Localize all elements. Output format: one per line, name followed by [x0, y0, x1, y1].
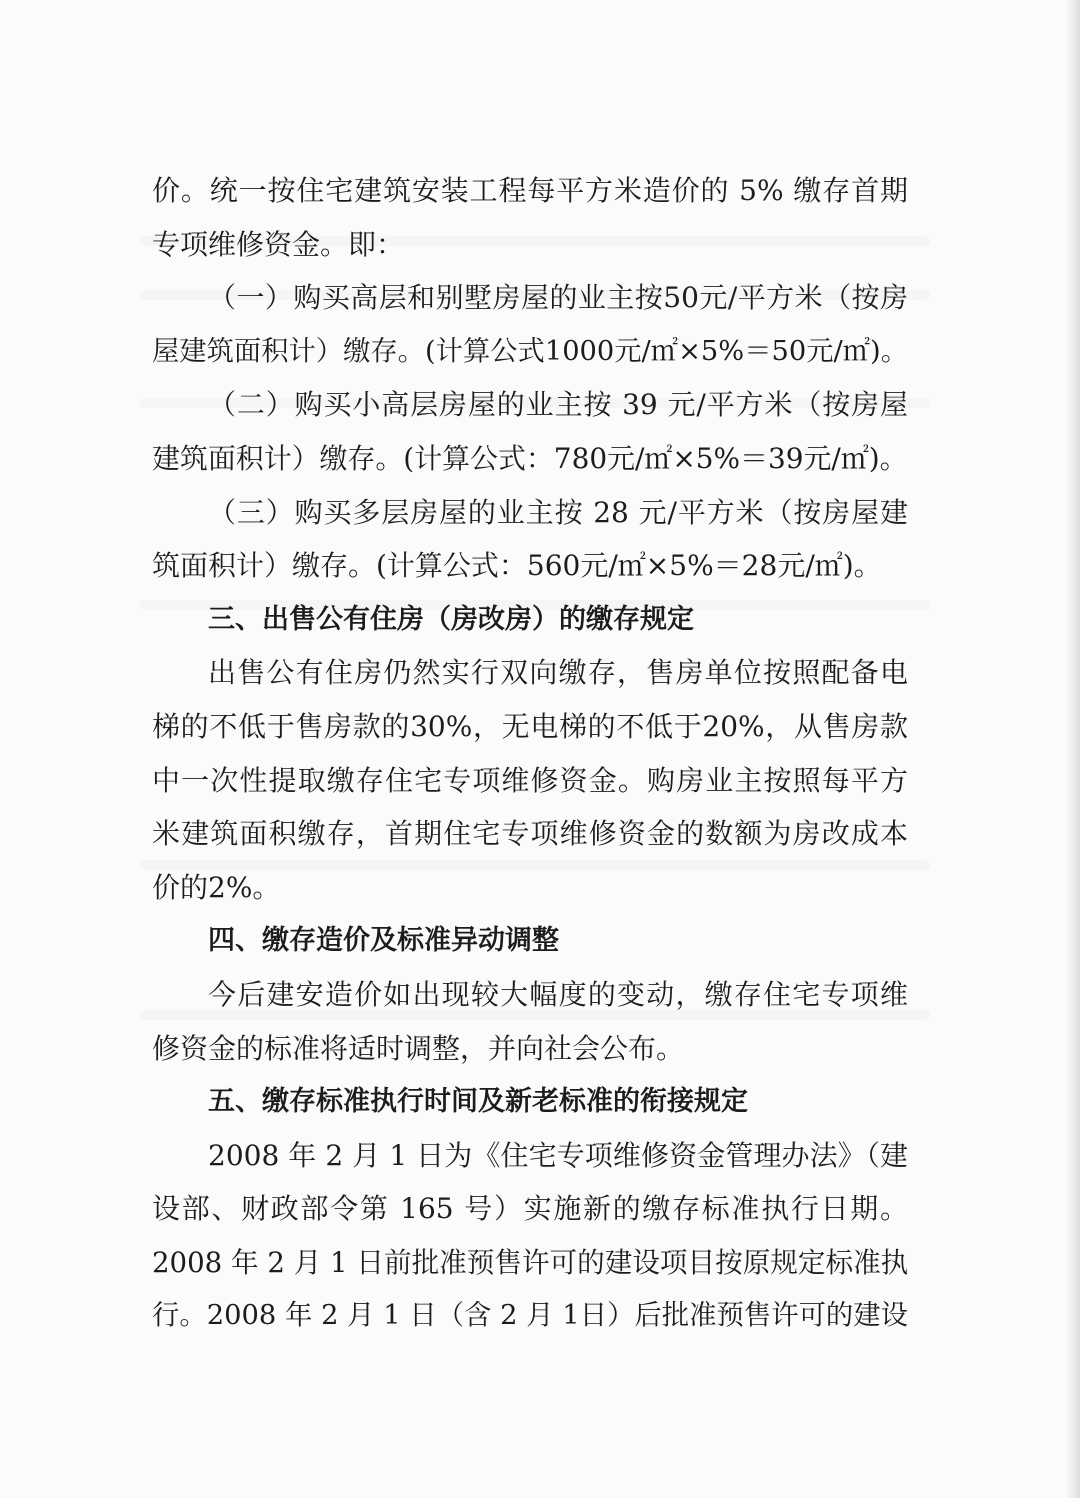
text-line: 筑面积计）缴存。(计算公式：560元/㎡×5%＝28元/㎡)。	[152, 549, 882, 583]
text-line: 修资金的标准将适时调整，并向社会公布。	[152, 1031, 685, 1065]
text-line: 设部、财政部令第 165 号）实施新的缴存标准执行日期。	[152, 1192, 908, 1226]
text-line: （一）购买高层和别墅房屋的业主按50元/平方米（按房	[208, 281, 908, 315]
text-line: 2008 年 2 月 1 日为《住宅专项维修资金管理办法》（建	[208, 1138, 908, 1172]
text-line: 价。统一按住宅建筑安装工程每平方米造价的 5% 缴存首期	[152, 174, 908, 207]
text-line: 米建筑面积缴存，首期住宅专项维修资金的数额为房改成本	[152, 817, 908, 851]
text-line: 价的2%。	[152, 870, 281, 904]
section-heading: 四、缴存造价及标准异动调整	[208, 925, 559, 957]
text-line: 建筑面积计）缴存。(计算公式：780元/㎡×5%＝39元/㎡)。	[152, 441, 908, 475]
text-line: 今后建安造价如出现较大幅度的变动，缴存住宅专项维	[208, 977, 908, 1011]
text-line: （三）购买多层房屋的业主按 28 元/平方米（按房屋建	[208, 495, 908, 529]
section-heading: 三、出售公有住房（房改房）的缴存规定	[208, 603, 694, 635]
text-line: （二）购买小高层房屋的业主按 39 元/平方米（按房屋	[208, 388, 908, 422]
text-line: 行。2008 年 2 月 1 日（含 2 月 1日）后批准预售许可的建设	[152, 1300, 908, 1332]
section-heading: 五、缴存标准执行时间及新老标准的衔接规定	[208, 1086, 748, 1118]
text-line: 梯的不低于售房款的30%，无电梯的不低于20%，从售房款	[152, 709, 908, 743]
text-line: 专项维修资金。即：	[152, 227, 405, 261]
document-body	[152, 164, 908, 1343]
text-line: 出售公有住房仍然实行双向缴存，售房单位按照配备电	[208, 656, 908, 690]
text-line: 2008 年 2 月 1 日前批准预售许可的建设项目按原规定标准执	[152, 1245, 909, 1279]
scan-edge-shadow	[1066, 0, 1080, 1498]
text-line: 中一次性提取缴存住宅专项维修资金。购房业主按照每平方	[152, 763, 908, 797]
text-line: 屋建筑面积计）缴存。(计算公式1000元/㎡×5%＝50元/㎡)。	[152, 335, 908, 367]
